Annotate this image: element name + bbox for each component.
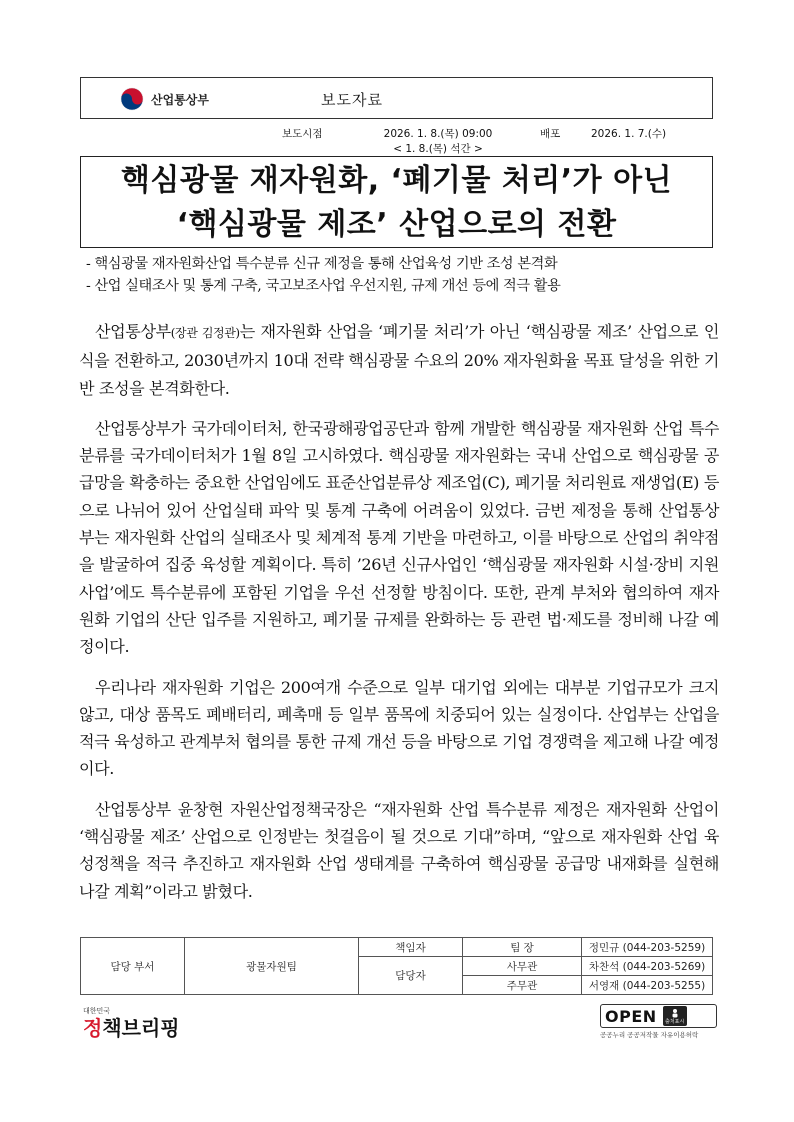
ministry-name: 산업통상부 — [151, 92, 209, 107]
p1-start: 산업통상부 — [95, 322, 171, 341]
brief-small-text: 대한민국 — [83, 1007, 111, 1015]
position-cell: 주무관 — [463, 976, 582, 995]
release-time: 2026. 1. 8.(목) 09:00 — [383, 128, 493, 140]
headline-line-2: ‘핵심광물 제조’ 산업으로의 전환 — [176, 207, 617, 242]
position-cell: 사무관 — [463, 957, 582, 976]
position-cell: 팀 장 — [463, 938, 582, 957]
attribution-icon — [663, 1006, 687, 1026]
person-cell: 서영재 (044-203-5255) — [582, 976, 713, 995]
minister-note: (장관 김정관) — [170, 326, 240, 340]
p1-rest: 는 재자원화 산업을 ‘폐기물 처리’가 아닌 ‘핵심광물 제조’ 산업으로 인식을 전환하고, 2030년까지 10대 전략 핵심광물 수요의 20% 재자원화율 목표 달성을 위한 기반 조성을 본격화한다. — [79, 322, 719, 398]
distribution-label: 배포 — [540, 128, 561, 140]
headline-box — [80, 156, 713, 248]
release-label: 보도시점 — [282, 128, 323, 140]
table-row — [81, 938, 713, 957]
paragraph-2: 산업통상부가 국가데이터처, 한국광해광업공단과 함께 개발한 핵심광물 재자원화 산업 특수분류를 국가데이터처가 1월 8일 고시하였다. 핵심광물 재자원화는 국내 산업으로 핵심광물 공급망을 확충하는 중요한 산업임에도 표준산업분류상 제조업(C), 폐기물 처리원료 재생업(E) 등으로 나뉘어 있어 산업실태 파악 및 통계 구축에 어려움이 있었다. 금번 제정을 통해 산업통상부는 재자원화 산업의 실태조사 및 체계적 통계 기반을 마련하고, 이를 바탕으로 산업의 취약점을 발굴하여 집중 육성할 계획이다. 특히 ’26년 신규사업인 ‘핵심광물 재자원화 시설·장비 지원사업’에도 특수분류에 포함된 기업을 우선 선정할 방침이다. 또한, 관계 부처와 협의하여 재자원화 기업의 산단 입주를 지원하고, 폐기물 규제를 완화하는 등 관련 법·제도를 정비해 나갈 예정이다. — [79, 418, 719, 657]
distribution-date: 2026. 1. 7.(수) — [591, 128, 667, 140]
open-word: OPEN — [605, 1006, 657, 1026]
cc-label: 출처표시 — [664, 1018, 685, 1025]
subtitle-item: - 핵심광물 재자원화산업 특수분류 신규 제정을 통해 산업육성 기반 조성 본격화 — [86, 256, 558, 272]
ministry-logo — [119, 86, 209, 112]
dept-name-cell: 광물자원팀 — [185, 938, 359, 995]
release-note: < 1. 8.(목) 석간 > — [393, 143, 483, 155]
brief-big-rest: 책브리핑 — [102, 1016, 180, 1040]
dept-label-cell: 담당 부서 — [81, 938, 185, 995]
open-box — [600, 1004, 717, 1028]
paragraph-4: 산업통상부 윤창현 자원산업정책국장은 “재자원화 산업 특수분류 제정은 재자원화 산업이 ‘핵심광물 제조’ 산업으로 인정받는 첫걸음이 될 것으로 기대”하며, “앞으로 재자원화 산업 육성정책을 적극 추진하고 재자원화 산업 생태계를 구축하여 핵심광물 공급망 내재화를 실현해 나갈 계획”이라고 밝혔다. — [79, 799, 719, 901]
paragraph-1 — [79, 318, 719, 402]
paragraph-3: 우리나라 재자원화 기업은 200여개 수준으로 일부 대기업 외에는 대부분 기업규모가 크지 않고, 대상 품목도 폐배터리, 폐촉매 등 일부 품목에 치중되어 있는 실정이다. 산업부는 산업을 적극 육성하고 관계부처 협의를 통한 규제 개선 등을 바탕으로 기업 경쟁력을 제고해 나갈 예정이다. — [79, 677, 719, 779]
staff-label-cell: 담당자 — [359, 957, 463, 995]
person-cell: 정민규 (044-203-5259) — [582, 938, 713, 957]
brief-big-text: 정책브리핑 — [83, 1016, 180, 1040]
open-license-badge — [600, 1004, 717, 1042]
contact-table — [80, 937, 713, 995]
subtitle-list — [86, 253, 716, 297]
header-box — [80, 77, 713, 119]
open-caption: 공공누리 공공저작물 자유이용허락 — [600, 1031, 699, 1039]
responsible-label-cell: 책임자 — [359, 938, 463, 957]
doc-type-title: 보도자료 — [321, 91, 383, 109]
subtitle-item: - 산업 실태조사 및 통계 구축, 국고보조사업 우선지원, 규제 개선 등에 적극 활용 — [86, 278, 561, 294]
person-cell: 차찬석 (044-203-5269) — [582, 957, 713, 976]
headline-line-1: 핵심광물 재자원화, ‘폐기물 처리’가 아닌 — [120, 163, 673, 198]
person-icon — [670, 1008, 680, 1018]
release-time-block — [368, 126, 508, 156]
policy-briefing-logo — [83, 1006, 180, 1040]
taegeuk-icon — [119, 86, 145, 112]
article-body — [79, 318, 719, 918]
